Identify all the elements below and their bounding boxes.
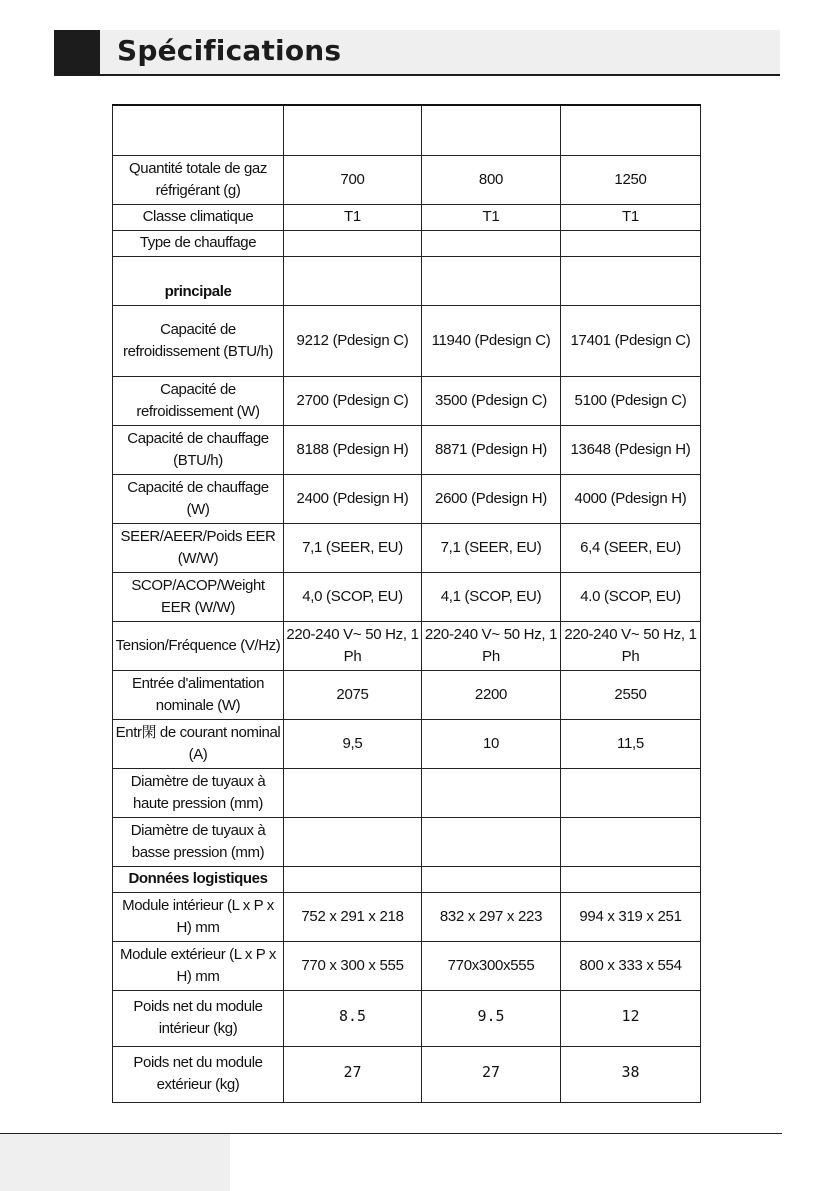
cell-value: 220-240 V~ 50 Hz, 1 Ph bbox=[561, 621, 701, 670]
row-label: Diamètre de tuyaux à basse pression (mm) bbox=[113, 817, 284, 866]
cell-value bbox=[422, 230, 561, 256]
cell-value: 6,4 (SEER, EU) bbox=[561, 523, 701, 572]
cell-value: T1 bbox=[284, 204, 422, 230]
row-label: Diamètre de tuyaux à haute pression (mm) bbox=[113, 768, 284, 817]
cell-value: 770x300x555 bbox=[422, 941, 561, 990]
cell-value: 3500 (Pdesign C) bbox=[422, 376, 561, 425]
page-title: Spécifications bbox=[117, 34, 342, 67]
cell-value: 2700 (Pdesign C) bbox=[284, 376, 422, 425]
cell-value: 2550 bbox=[561, 670, 701, 719]
cell-value: 2075 bbox=[284, 670, 422, 719]
table-row bbox=[113, 305, 701, 376]
table-row bbox=[113, 155, 701, 204]
cell-value bbox=[422, 866, 561, 892]
cell-value bbox=[422, 817, 561, 866]
cell-value: 8.5 bbox=[284, 990, 422, 1046]
cell-value: 4,0 (SCOP, EU) bbox=[284, 572, 422, 621]
section-label-logistics: Données logistiques bbox=[113, 866, 284, 892]
cell-value: 7,1 (SEER, EU) bbox=[284, 523, 422, 572]
table-row bbox=[113, 670, 701, 719]
cell-value: 2200 bbox=[422, 670, 561, 719]
table-row bbox=[113, 256, 701, 305]
table-row bbox=[113, 892, 701, 941]
cell-value: 2400 (Pdesign H) bbox=[284, 474, 422, 523]
table-row bbox=[113, 990, 701, 1046]
row-label: Entrée d'alimentation nominale (W) bbox=[113, 670, 284, 719]
cell-value: 800 x 333 x 554 bbox=[561, 941, 701, 990]
cell-value: 12 bbox=[561, 990, 701, 1046]
row-label: Poids net du module extérieur (kg) bbox=[113, 1046, 284, 1102]
table-row bbox=[113, 572, 701, 621]
table-row bbox=[113, 425, 701, 474]
table-row bbox=[113, 474, 701, 523]
table-row bbox=[113, 204, 701, 230]
cell-value bbox=[284, 817, 422, 866]
specifications-table bbox=[112, 104, 701, 1103]
table-row bbox=[113, 817, 701, 866]
row-label: Type de chauffage bbox=[113, 230, 284, 256]
cell-value bbox=[284, 256, 422, 305]
cell-value bbox=[561, 817, 701, 866]
cell-value: 2600 (Pdesign H) bbox=[422, 474, 561, 523]
cell-value: 9,5 bbox=[284, 719, 422, 768]
cell-value bbox=[561, 768, 701, 817]
cell-value: 17401 (Pdesign C) bbox=[561, 305, 701, 376]
cell-value: 10 bbox=[422, 719, 561, 768]
cell-value: 770 x 300 x 555 bbox=[284, 941, 422, 990]
table-row bbox=[113, 941, 701, 990]
cell-value: 8188 (Pdesign H) bbox=[284, 425, 422, 474]
row-label: Entr閑 de courant nominal (A) bbox=[113, 719, 284, 768]
cell-value: 832 x 297 x 223 bbox=[422, 892, 561, 941]
table-row bbox=[113, 621, 701, 670]
row-label: Classe climatique bbox=[113, 204, 284, 230]
row-label: Tension/Fréquence (V/Hz) bbox=[113, 621, 284, 670]
cell-value: 5100 (Pdesign C) bbox=[561, 376, 701, 425]
cell-value: 220-240 V~ 50 Hz, 1 Ph bbox=[284, 621, 422, 670]
row-label: Capacité de chauffage (BTU/h) bbox=[113, 425, 284, 474]
cell-value: 8871 (Pdesign H) bbox=[422, 425, 561, 474]
table-row bbox=[113, 523, 701, 572]
cell-value: 800 bbox=[422, 155, 561, 204]
cell-value: 7,1 (SEER, EU) bbox=[422, 523, 561, 572]
cell-value: 994 x 319 x 251 bbox=[561, 892, 701, 941]
row-label: Module extérieur (L x P x H) mm bbox=[113, 941, 284, 990]
cell-value: 38 bbox=[561, 1046, 701, 1102]
cell-value bbox=[422, 768, 561, 817]
cell-value: T1 bbox=[422, 204, 561, 230]
table-header-row bbox=[113, 105, 701, 155]
table-header-cell bbox=[422, 105, 561, 155]
cell-value bbox=[284, 866, 422, 892]
cell-value: T1 bbox=[561, 204, 701, 230]
row-label: Capacité de refroidissement (BTU/h) bbox=[113, 305, 284, 376]
cell-value: 4,1 (SCOP, EU) bbox=[422, 572, 561, 621]
cell-value: 11940 (Pdesign C) bbox=[422, 305, 561, 376]
cell-value bbox=[561, 256, 701, 305]
cell-value: 4000 (Pdesign H) bbox=[561, 474, 701, 523]
row-label: Module intérieur (L x P x H) mm bbox=[113, 892, 284, 941]
cell-value: 27 bbox=[422, 1046, 561, 1102]
cell-value bbox=[561, 230, 701, 256]
cell-value bbox=[422, 256, 561, 305]
table-row bbox=[113, 768, 701, 817]
cell-value: 220-240 V~ 50 Hz, 1 Ph bbox=[422, 621, 561, 670]
cell-value: 13648 (Pdesign H) bbox=[561, 425, 701, 474]
cell-value bbox=[284, 230, 422, 256]
header-marker-block bbox=[54, 30, 100, 76]
cell-value bbox=[284, 768, 422, 817]
cell-value: 4.0 (SCOP, EU) bbox=[561, 572, 701, 621]
table-header-cell bbox=[284, 105, 422, 155]
cell-value: 752 x 291 x 218 bbox=[284, 892, 422, 941]
section-label-principale: principale bbox=[113, 256, 284, 305]
cell-value bbox=[561, 866, 701, 892]
table-row bbox=[113, 719, 701, 768]
row-label: SCOP/ACOP/Weight EER (W/W) bbox=[113, 572, 284, 621]
row-label: Poids net du module intérieur (kg) bbox=[113, 990, 284, 1046]
footer-shade-box bbox=[0, 1134, 230, 1191]
table-row bbox=[113, 230, 701, 256]
cell-value: 27 bbox=[284, 1046, 422, 1102]
table-row bbox=[113, 376, 701, 425]
table-header-cell bbox=[561, 105, 701, 155]
row-label: Quantité totale de gaz réfrigérant (g) bbox=[113, 155, 284, 204]
cell-value: 9.5 bbox=[422, 990, 561, 1046]
table-row bbox=[113, 866, 701, 892]
header-bar bbox=[100, 30, 780, 76]
row-label: SEER/AEER/Poids EER (W/W) bbox=[113, 523, 284, 572]
cell-value: 9212 (Pdesign C) bbox=[284, 305, 422, 376]
row-label: Capacité de refroidissement (W) bbox=[113, 376, 284, 425]
table-row bbox=[113, 1046, 701, 1102]
cell-value: 1250 bbox=[561, 155, 701, 204]
cell-value: 700 bbox=[284, 155, 422, 204]
table-header-cell bbox=[113, 105, 284, 155]
cell-value: 11,5 bbox=[561, 719, 701, 768]
row-label: Capacité de chauffage (W) bbox=[113, 474, 284, 523]
